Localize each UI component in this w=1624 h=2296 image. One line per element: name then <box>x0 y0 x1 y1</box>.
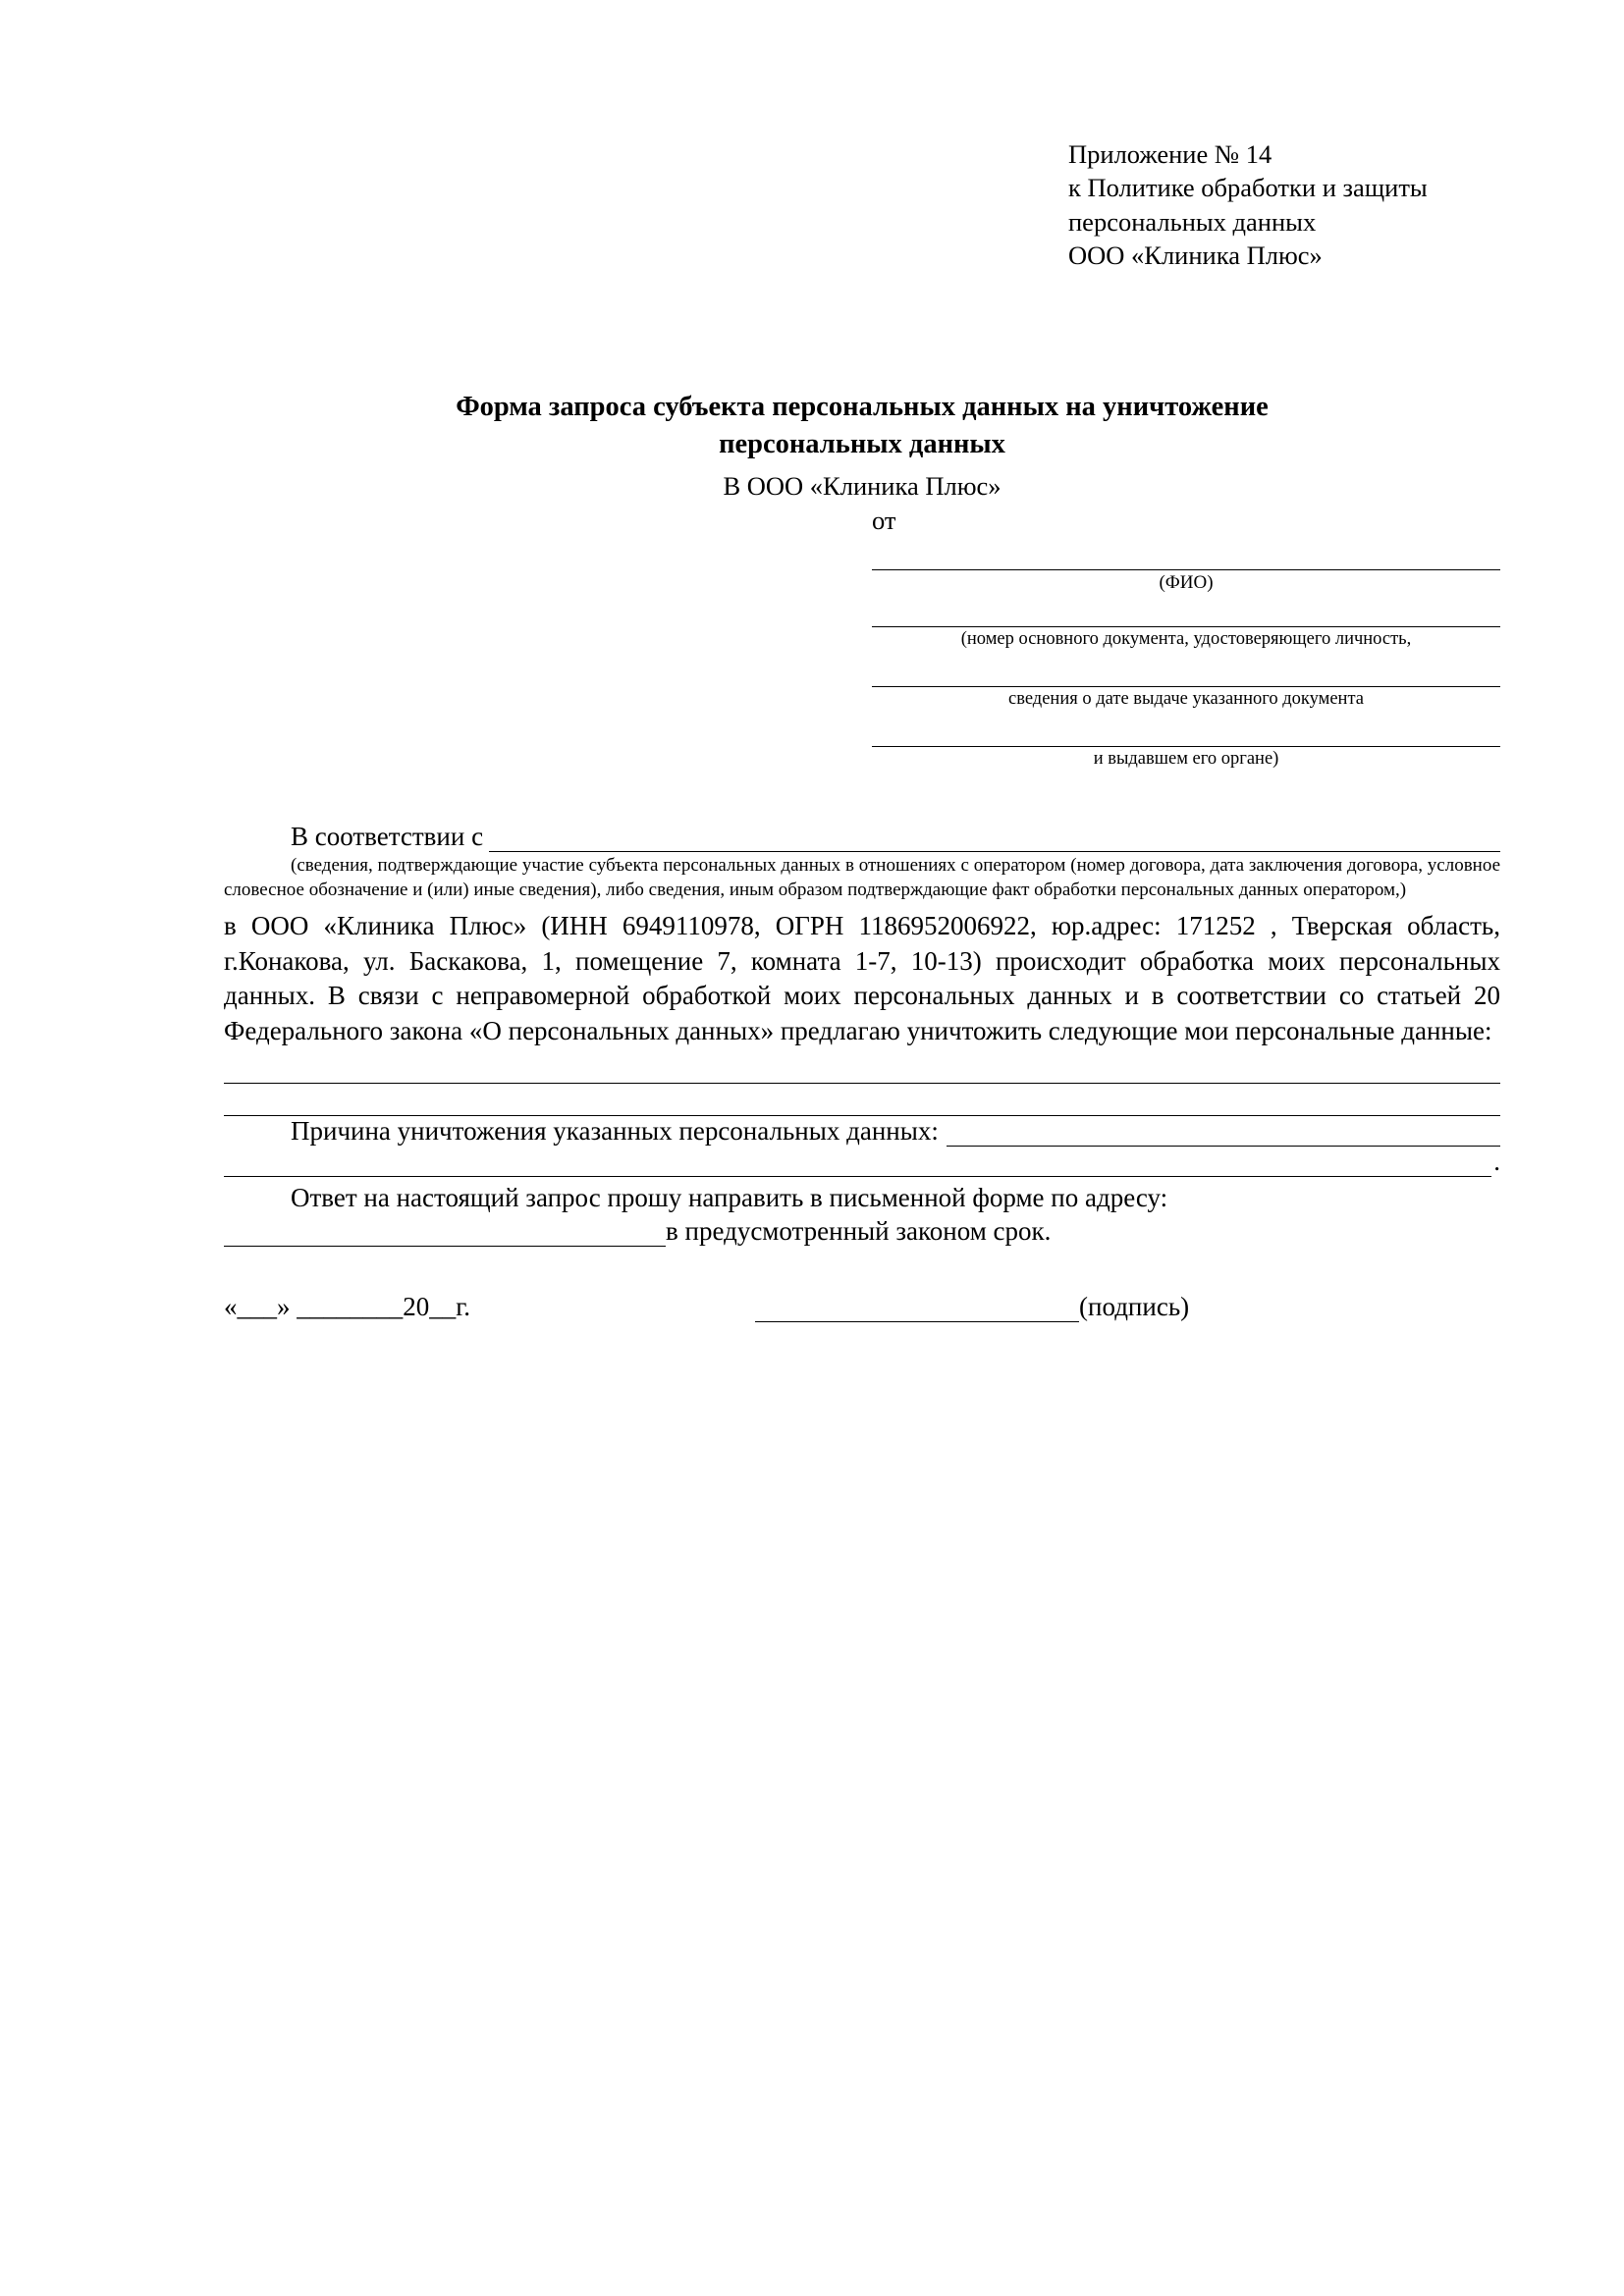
reason-row <box>224 1116 1500 1147</box>
document-issuer-input[interactable] <box>872 721 1500 747</box>
in-accordance-input[interactable] <box>489 828 1500 852</box>
document-number-caption: (номер основного документа, удостоверяющего личность, <box>960 628 1412 649</box>
signature-input[interactable] <box>755 1296 1079 1322</box>
appendix-header <box>1068 137 1500 273</box>
document-number-input[interactable] <box>872 601 1500 627</box>
personal-data-input-line-1[interactable] <box>224 1049 1500 1084</box>
answer-address-input[interactable] <box>224 1218 666 1247</box>
page-title <box>224 389 1500 463</box>
in-accordance-note <box>224 854 1500 902</box>
main-paragraph: в ООО «Клиника Плюс» (ИНН 6949110978, ОГРН 1186952006922, юр.адрес: 171252 , Тверская область, г.Конакова, ул. Баскакова, 1, помещение 7, комната 1-7, 10-13) происходит обработка моих персональных данных. В связи с неправомерной обработкой моих персональных данных и в соответствии со статьей 20 Федерального закона «О персональных данных» предлагаю уничтожить следующие мои персональные данные: <box>224 910 1500 1046</box>
answer-address-row <box>224 1216 1500 1247</box>
in-accordance-row <box>224 822 1500 852</box>
personal-data-input-line-2[interactable] <box>224 1084 1500 1116</box>
reason-label: Причина уничтожения указанных персональных данных: <box>291 1116 939 1147</box>
appendix-header-line-1: Приложение № 14 <box>1068 139 1272 169</box>
signature-row <box>224 1292 1500 1322</box>
answer-tail-text: в предусмотренный законом срок. <box>666 1216 1052 1247</box>
signature-date-field[interactable]: «___» ________20__г. <box>224 1292 471 1322</box>
appendix-header-line-4: ООО «Клиника Плюс» <box>1068 240 1323 271</box>
in-accordance-note-text: (сведения, подтверждающие участие субъекта персональных данных в отношениях с оператором (номер договора, дата заключения договора, условное словесное обозначение и (или) иные сведения), либо сведения, иным образом подтверждающие факт обработки персональных данных оператором,) <box>224 855 1500 900</box>
fio-input[interactable] <box>872 544 1500 570</box>
reason-input-line-2[interactable] <box>224 1147 1491 1177</box>
page-title-line-2: персональных данных <box>719 428 1005 459</box>
document-issuer-caption: и выдавшем его органе) <box>1093 749 1279 770</box>
fio-caption: (ФИО) <box>1159 572 1214 594</box>
reason-input-line-1[interactable] <box>947 1122 1500 1147</box>
appendix-header-line-2: к Политике обработки и защиты <box>1068 173 1428 203</box>
applicant-fields <box>872 544 1500 771</box>
page-title-line-1: Форма запроса субъекта персональных данных на уничтожение <box>456 391 1269 422</box>
from-label: от <box>872 506 896 536</box>
document-date-input[interactable] <box>872 661 1500 687</box>
document-date-caption: сведения о дате выдаче указанного документа <box>1008 689 1364 709</box>
answer-paragraph <box>224 1181 1500 1216</box>
reason-end-dot: . <box>1493 1147 1500 1177</box>
in-accordance-label: В соответствии с <box>291 822 484 852</box>
reason-row-2 <box>224 1147 1500 1177</box>
answer-paragraph-text: Ответ на настоящий запрос прошу направить в письменной форме по адресу: <box>291 1183 1168 1213</box>
document-content <box>224 137 1500 1322</box>
appendix-header-line-3: персональных данных <box>1068 206 1317 237</box>
signature-caption: (подпись) <box>1079 1292 1190 1322</box>
addressee-line: В ООО «Клиника Плюс» <box>723 471 1001 502</box>
